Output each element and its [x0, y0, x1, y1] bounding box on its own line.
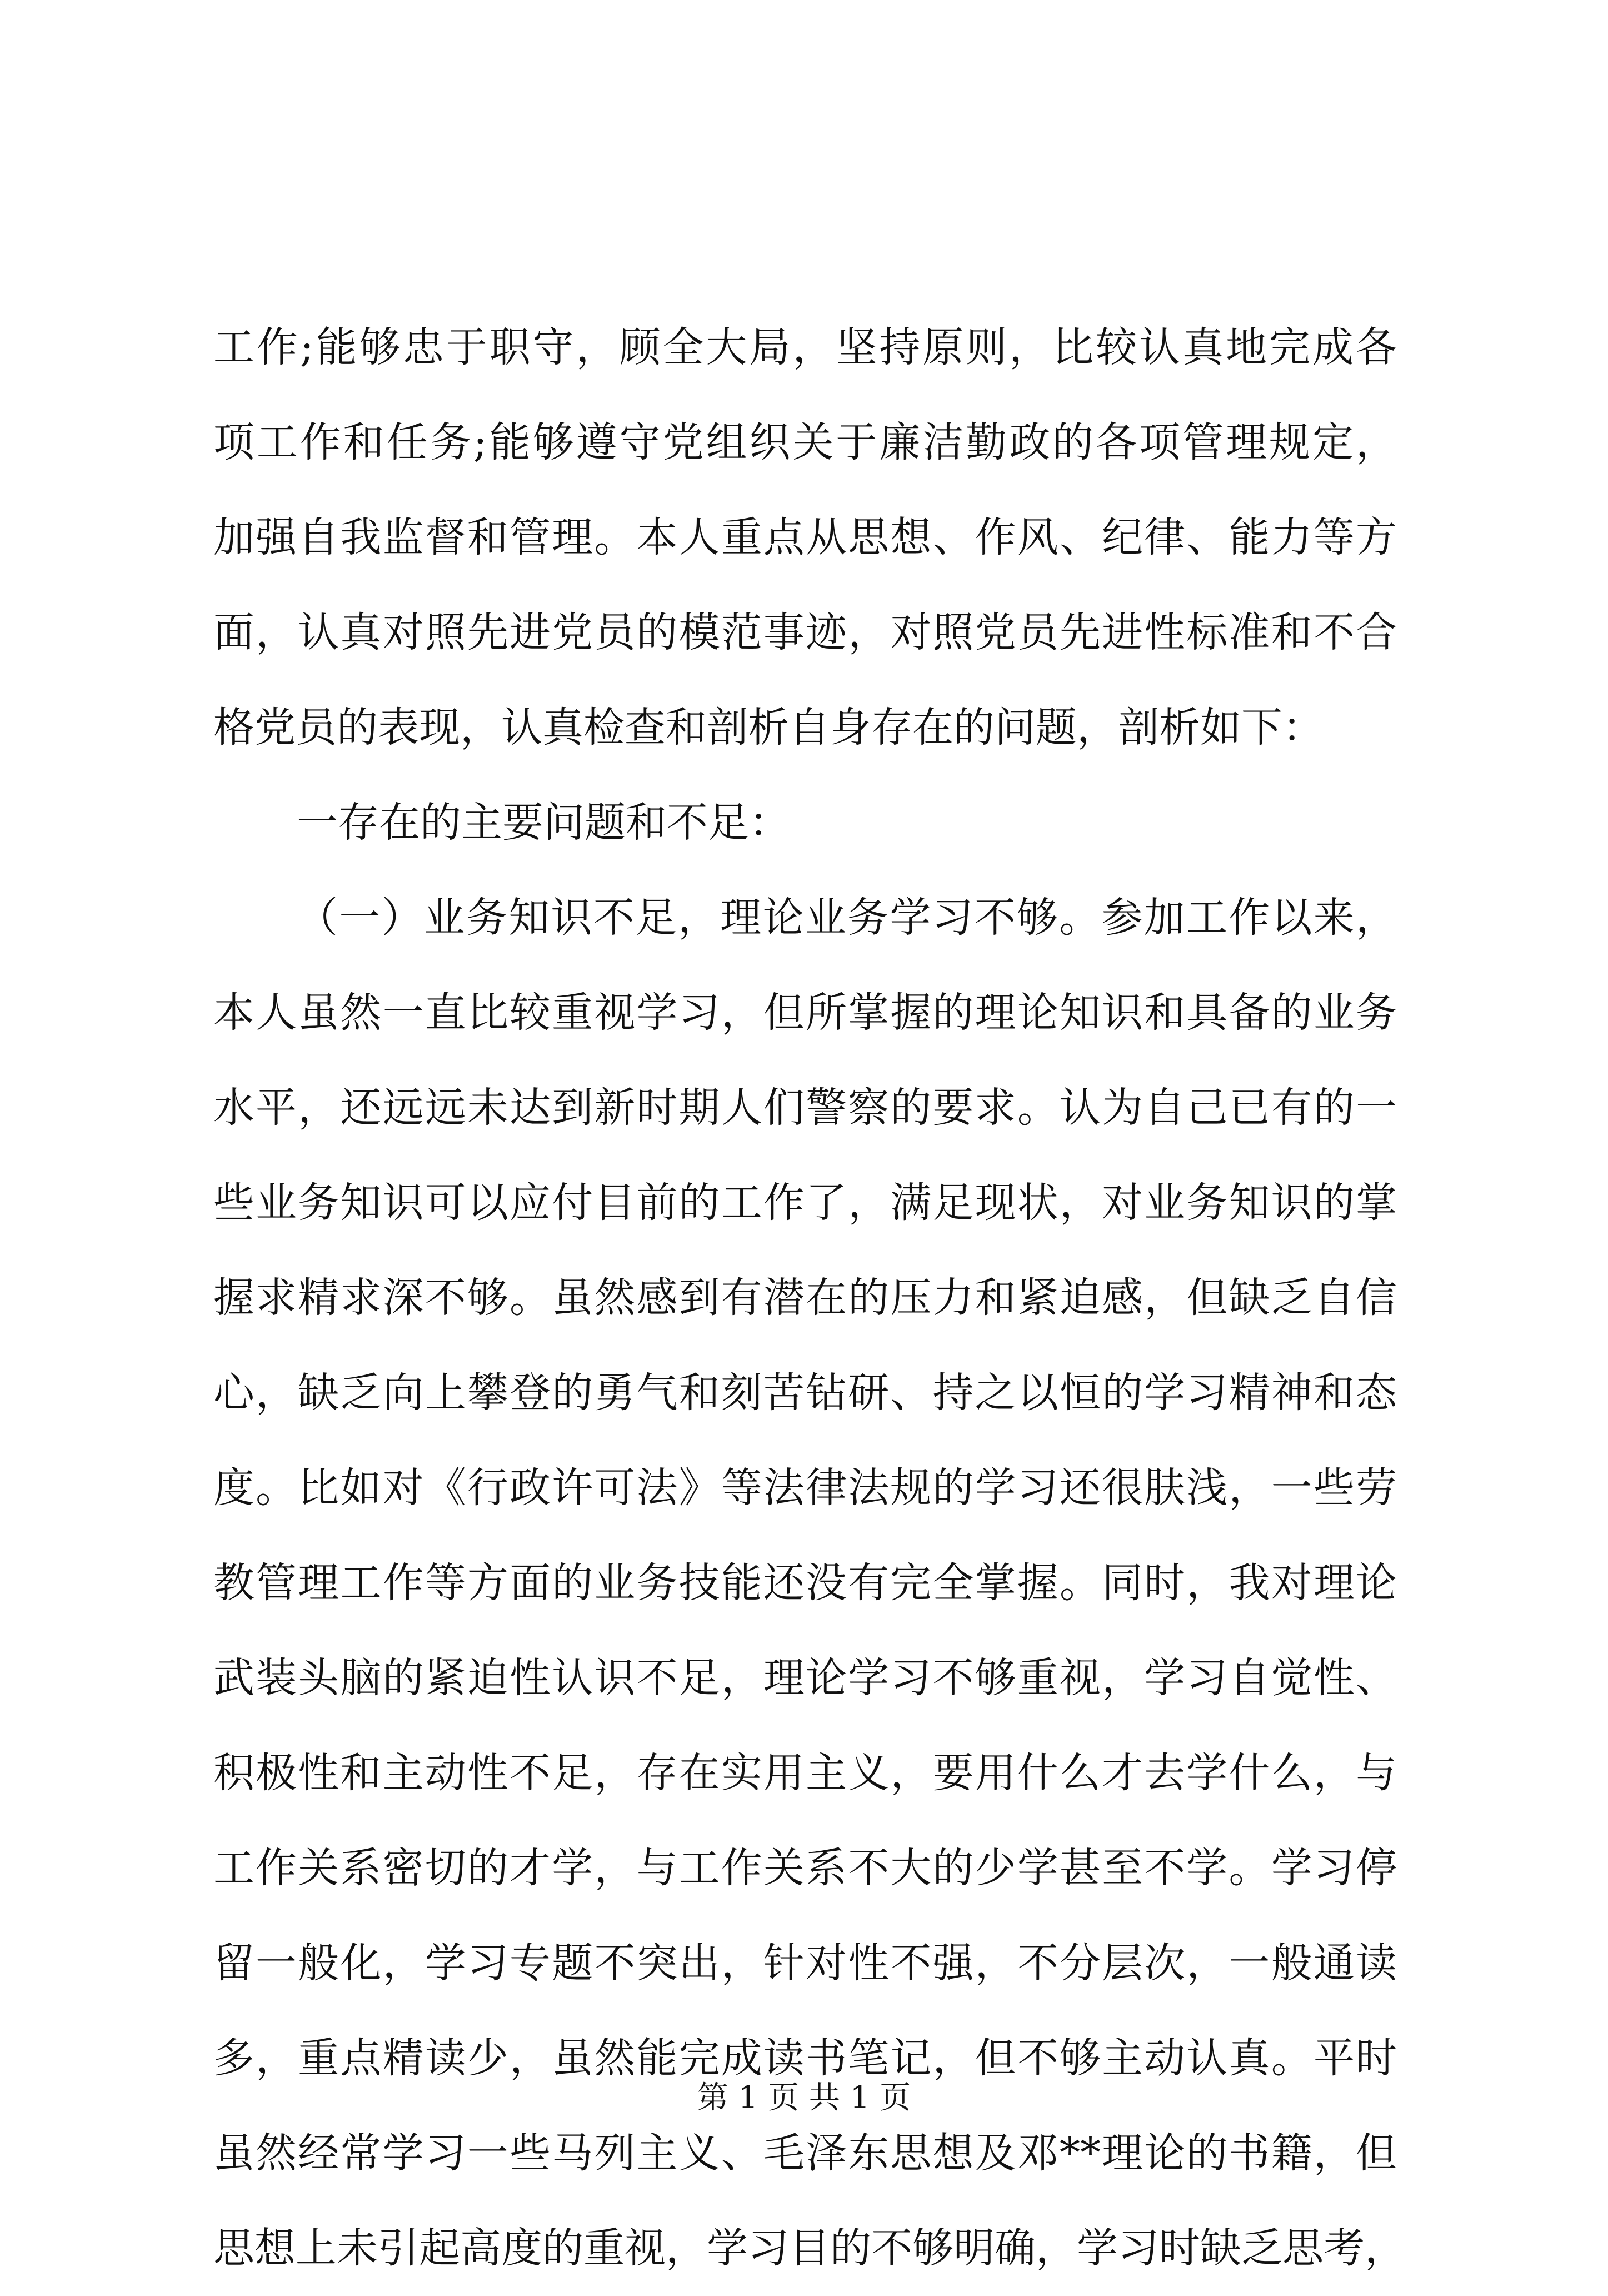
- text-line: 握求精求深不够。虽然感到有潜在的压力和紧迫感，但缺乏自信: [213, 1274, 1397, 1322]
- text-line: 格党员的表现，认真检查和剖析自身存在的问题，剖析如下：: [213, 704, 1324, 751]
- text-line: 面，认真对照先进党员的模范事迹，对照党员先进性标准和不合: [213, 609, 1397, 656]
- text-line: 心，缺乏向上攀登的勇气和刻苦钻研、持之以恒的学习精神和态: [213, 1369, 1397, 1417]
- text-line: 本人虽然一直比较重视学习，但所掌握的理论知识和具备的业务: [213, 989, 1397, 1037]
- page-number-footer: 第 1 页 共 1 页: [697, 2080, 911, 2116]
- text-line: 些业务知识可以应付目前的工作了，满足现状，对业务知识的掌: [213, 1179, 1397, 1227]
- text-line: 留一般化，学习专题不突出，针对性不强，不分层次，一般通读: [213, 1939, 1397, 1987]
- text-line: 度。比如对《行政许可法》等法律法规的学习还很肤浅，一些劳: [213, 1464, 1397, 1512]
- text-line: 思想上未引起高度的重视，学习目的不够明确，学习时缺乏思考，: [213, 2224, 1406, 2272]
- section-heading: 一存在的主要问题和不足：: [297, 799, 790, 846]
- document-body: [213, 300, 1406, 2296]
- subsection-heading-line: （一）业务知识不足，理论业务学习不够。参加工作以来，: [297, 894, 1397, 942]
- text-line: 工作;能够忠于职守，顾全大局，坚持原则，比较认真地完成各: [213, 323, 1397, 371]
- text-line: 多，重点精读少，虽然能完成读书笔记，但不够主动认真。平时: [213, 2034, 1397, 2082]
- text-line: 加强自我监督和管理。本人重点从思想、作风、纪律、能力等方: [213, 514, 1397, 561]
- text-line: 虽然经常学习一些马列主义、毛泽东思想及邓**理论的书籍，但: [213, 2129, 1397, 2177]
- text-line: 教管理工作等方面的业务技能还没有完全掌握。同时，我对理论: [213, 1559, 1397, 1607]
- text-line: 水平，还远远未达到新时期人们警察的要求。认为自己已有的一: [213, 1084, 1397, 1132]
- text-line: 项工作和任务;能够遵守党组织关于廉洁勤政的各项管理规定，: [213, 419, 1397, 466]
- text-line: 武装头脑的紧迫性认识不足，理论学习不够重视，学习自觉性、: [213, 1654, 1397, 1702]
- text-line: 工作关系密切的才学，与工作关系不大的少学甚至不学。学习停: [213, 1844, 1397, 1892]
- text-line: 积极性和主动性不足，存在实用主义，要用什么才去学什么，与: [213, 1749, 1397, 1797]
